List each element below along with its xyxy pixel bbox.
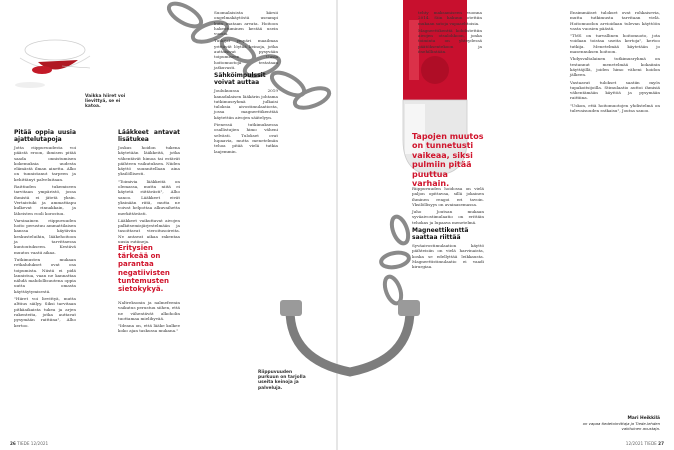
paragraph: Magneettikenttä kohdistettiin aivojen otsalohkoon, jonka toiminta on yhteydessä päätöksentekoon ja itsehillintään.	[418, 27, 482, 55]
paragraph: Joskus hoidon tukena käytetään lääkkeitä, jotka vähentävät himoa tai estävät päihteen vaikutuksen. Niiden käyttö suunnitellaan aina yksilöllisesti.	[118, 145, 180, 177]
author-signature	[570, 416, 660, 431]
paragraph: Naltreksonin ja nalmefeenin vaikutus perustuu siihen, että ne vähentävät alkoholin tuottamaa mielihyvää.	[118, 300, 180, 321]
paragraph: Suomalaisista kärsii ongelmakäytöstä useampi kuin osataan arvata. Hoitoon hakeutuminen kestää usein vuosia.	[214, 10, 278, 37]
paragraph: Jotta riippuvuudesta voi päästä eroon, ihmisen pitää saada onnistumisen kokemuksia uudesta elämästä ilman ainetta. Alko on tunnistanut tarpeen ja kehittänyt palveluitaan.	[14, 145, 76, 182]
magazine-issue-left: TIEDE 12/2021	[17, 441, 49, 446]
left-col-1	[14, 128, 76, 433]
heading-medication: Lääkkeet antavat lisätukea	[118, 129, 180, 143]
paragraph: "Toimivia lääkkeitä on olemassa, mutta niitä ei käytetä riittävästi", Alho sanoo. Lääkkeet eivät yksinään riitä, mutta ne voivat helpottaa alkuvaihetta merkittävästi.	[118, 178, 180, 216]
paragraph: Yhdysvaltalainen tutkimusryhmä on testannut menetelmää kokaiinin käyttäjillä, joiden himo väheni hoidon jälkeen.	[570, 56, 660, 78]
heading-new-thinking: Pitää oppia uusia ajattelutapoja	[14, 129, 76, 143]
paragraph: "Hiiret voi lievittyä, mutta alttius säilyy. Siksi tarvitaan pitkäaikaista tukea ja arjen rakenteita, jotka auttavat pysymään raittiina", Alho kertoo.	[14, 296, 76, 328]
paragraph: Ensimmäiset tulokset ovat rohkaisevia, mutta tutkimusta tarvitaan vielä. Hoitomuodon arvioidaan tulevan käyttöön vasta vuosien päästä.	[570, 10, 660, 31]
pull-quote-right: Tapojen muutos on tunnetusti vaikeaa, siksi pulmiin pitää puuttua varhain.	[412, 132, 484, 189]
left-col-3	[214, 10, 278, 210]
paragraph: "TMS on turvallinen hoitomuoto, jota voidaan toistaa useita kertoja", kertoo tutkija. Menetelmää käytetään jo masennuksen hoitoon.	[570, 33, 660, 55]
magazine-issue-right: 12/2021 TIEDE	[625, 441, 657, 446]
paragraph: Varsinainen riippuvuuden hoito perustuu ammattilaisen kanssa käytäviin keskusteluihin, lääkehoitoon ja tarvittaessa kuntoutukseen. Kestävä muutos vaatii aikaa.	[14, 217, 76, 255]
right-col-1	[412, 186, 484, 436]
paragraph: "Uskon, että hoitomuotojen yhdistelmä on tulevaisuuden ratkaisu", Joutsa sanoo.	[570, 102, 660, 114]
author-name: Mari Heikkilä	[627, 416, 660, 421]
paragraph: Pienessä tutkimuksessa osallistujien himo väheni selvästi. Tulokset ovat lupaavia, mutta menetelmän tehoa pitää vielä tutkia laajemmin.	[214, 122, 278, 154]
author-note: on vapaa tiedetoimittaja ja Tiede-lehden vakituinen avustaja.	[582, 421, 660, 431]
right-footer	[626, 441, 664, 446]
page-number-left: 26	[10, 441, 16, 446]
paragraph: Tutkijat ympäri maailmaa yrittävät löytää keinoja, jotka auttaisivat pysyvään toipumiseen. Uusia hoitomuotoja testataan jatkuvasti.	[214, 38, 278, 70]
paragraph: "Ideana on, että lääke kulkee koko ajan taskussa mukana."	[118, 323, 180, 334]
paragraph: Syväaivostimulaation käyttö päihteisiin on vielä harvinaista, koska se edellyttää leikkausta. Magneettistimulaatio ei vaadi kirurgiaa.	[412, 243, 484, 270]
paragraph: Vastaavat tulokset saatiin myös tupakoitsijoilla. Stimulaatio auttoi ihmisiä vähentämään käyttöä ja pysymään raittiina.	[570, 79, 660, 101]
heading-electric-pulses: Sähköimpulssit voivat auttaa	[214, 72, 266, 87]
paragraph: Riippuvuuden hoidossa on vielä paljon opittavaa, sillä jokainen ihminen reagoi eri tavoin. Yksilöllisyys on avainasemassa.	[412, 186, 484, 207]
left-footer	[10, 441, 48, 446]
paragraph: Lääkkeet vaikuttavat aivojen palkitsemisjärjestelmään ja tasoittavat vieroitusoireita. Ne antavat aikaa rakentaa uusia rutiineja.	[118, 217, 180, 245]
left-col-2	[118, 128, 180, 245]
left-col-2-bottom	[118, 300, 180, 430]
capsule-caption: Riippuvuuden purkuun on tarjolla useita keinoja ja palveluja.	[258, 370, 306, 391]
page-number-right: 27	[658, 441, 664, 446]
paragraph: Joulukuussa 2019 kanadalaisen lääkärin johtama tutkimusryhmä julkaisi tuloksia aivostimulaatiosta, jossa magneettikenttää käytettiin aivojen säätelyyn.	[214, 88, 278, 120]
heading-magnetic-field: Magneettikenttä saattaa riittää	[412, 227, 469, 242]
paragraph: Raittiuden tukemiseen tarvitaan ympäristö, jossa ihmistä ei jätetä yksin. Vertaistuki ja ammattiapu kulkevat rinnakkain, ja läheisten rooli korostuu.	[14, 184, 76, 216]
glass-caption: Vaikka hiiret voi lievittyä, se ei katoa.	[85, 94, 126, 110]
paragraph: Tutkimusten mukaan retkahdukset ovat osa toipumista. Niistä ei pidä lannistua, vaan ne kannattaa nähdä mahdollisuutena oppia uutta omasta käyttäytymisestä.	[14, 256, 76, 294]
pull-quote-left: Eritysien tärkeää on parantaa negatiivisten tuntemusten sietokykyä.	[118, 244, 170, 294]
paragraph: Juho Joutsan mukaan syväaivostimulaatio on erittäin tehokas ja lupaava menetelmä.	[412, 209, 484, 225]
right-col-1-top	[418, 10, 482, 62]
right-col-2	[570, 10, 660, 410]
paragraph: tehty maksamiseen vuonna 2014. Siin hakuun otettiin mukaan satoja vapaaehtoisia.	[418, 10, 482, 26]
